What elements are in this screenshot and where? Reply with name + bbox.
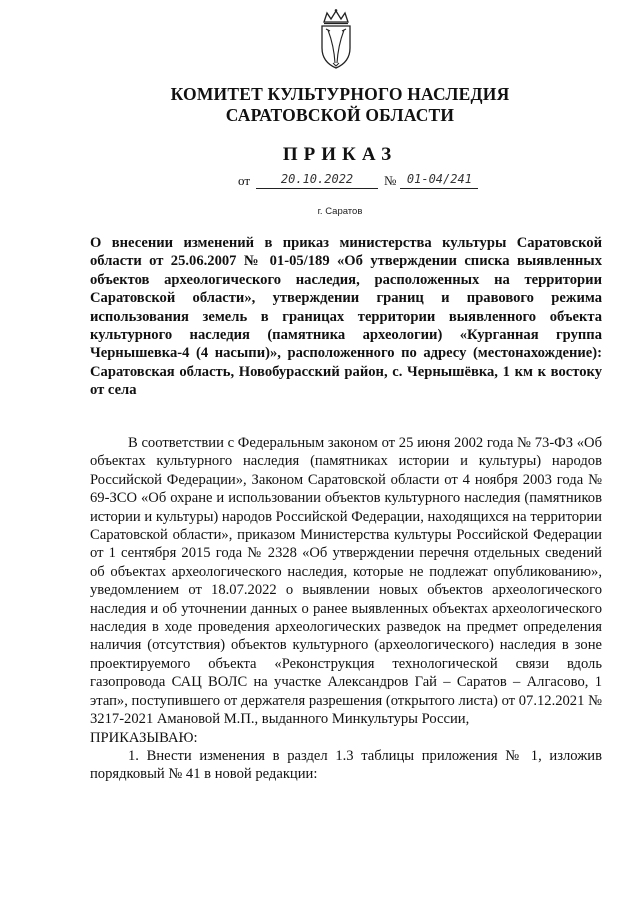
number-value: 01-04/241: [400, 172, 478, 189]
committee-name: [0, 84, 640, 126]
order-title: ПРИКАЗ: [282, 144, 398, 165]
number-label: №: [384, 173, 397, 188]
city-label: г. Саратов: [317, 206, 363, 217]
committee-line-1: КОМИТЕТ КУЛЬТУРНОГО НАСЛЕДИЯ: [170, 84, 510, 104]
date-value: 20.10.2022: [256, 172, 378, 189]
order-body: [90, 434, 602, 784]
item-1-paragraph: 1. Внести изменения в раздел 1.3 таблицы приложения № 1, изложив порядковый № 41 в новой редакции:: [90, 747, 602, 783]
date-label: от: [238, 173, 251, 188]
committee-line-2: САРАТОВСКОЙ ОБЛАСТИ: [225, 105, 455, 125]
saratov-coat-of-arms-icon: [314, 8, 358, 70]
order-word: ПРИКАЗЫВАЮ:: [90, 729, 198, 746]
preamble-paragraph: В соответствии с Федеральным законом от 25 июня 2002 года № 73-ФЗ «Об объектах культурного наследия (памятниках истории и культуры) народов Российской Федерации», Законом Саратовской области от 4 ноября 2003 года № 69-ЗСО «Об охране и использовании объектов культурного наследия (памятников истории и культуры) народов Российской Федерации, находящихся на территории Саратовской области», приказом Министерства культуры Российской Федерации от 1 сентября 2015 года № 2328 «Об утверждении перечня отдельных сведений об объектах археологического наследия, которые не подлежат опубликованию», уведомлением от 18.07.2022 о выявлении новых объектов археологического наследия и об уточнении данных о ранее выявленных объектах археологического наследия в ходе проведения археологических разведок на предмет определения наличия (отсутствия) объектов культурного (археологического) наследия в зоне проектируемого объекта «Реконструкция технологической связи вдоль газопровода САЦ ВОЛС на участке Александров Гай – Саратов – Алгасово, 1 этап», поступившего от держателя разрешения (открытого листа) от 07.12.2021 № 3217-2021 Амановой М.П., выданного Минкультуры России,: [90, 435, 602, 728]
order-subject: О внесении изменений в приказ министерства культуры Саратовской области от 25.06.2007 № 01-05/189 «Об утверждении списка выявленных объектов археологического наследия, расположенных на территории Саратовской области», утверждении границ и правового режима использования земель в границах территории выявленного объекта культурного наследия (памятника археологии) «Курганная группа Чернышевка-4 (4 насыпи)», расположенного по адресу (местонахождение): Саратовская область, Новобурасский район, с. Чернышёвка, 1 км к востоку от села: [90, 235, 602, 399]
date-number-line: [238, 172, 478, 189]
